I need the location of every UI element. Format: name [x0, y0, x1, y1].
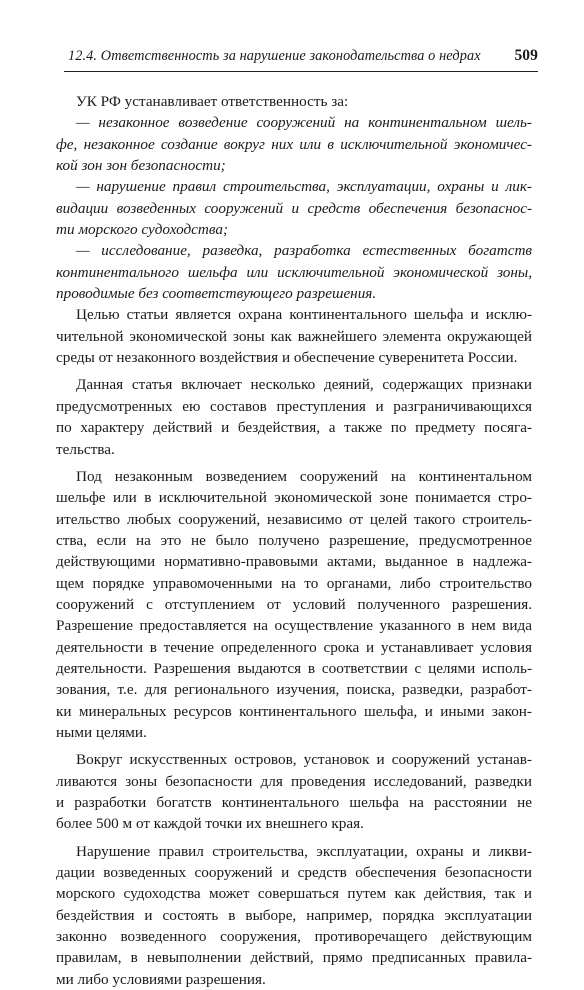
paragraph-line: сооружений с отступлением от условий полученного разрешения. — [56, 595, 532, 613]
paragraph-line: и разработки богатств континентального шельфа на расстоянии не — [56, 794, 532, 811]
paragraph-line: — нарушение правил строительства, эксплуатации, охраны и лик- — [76, 178, 532, 196]
paragraph-line: — исследование, разведка, разработка естественных богатств — [76, 242, 532, 260]
paragraph-line: деятельности в течение определенного срока и устанавливает условия — [56, 638, 532, 656]
paragraph-line: кой зон зон безопасности; — [56, 157, 226, 175]
paragraph-line: действующими нормативно-правовыми актами, выданное в надлежа- — [56, 553, 532, 571]
paragraph-line: дации возведенных сооружений и средств обеспечения безопасности — [56, 864, 532, 882]
paragraph-line: Под незаконным возведением сооружений на континентальном — [76, 467, 532, 485]
paragraph-line: Вокруг искусственных островов, установок и сооружений устанав- — [76, 751, 532, 769]
paragraph-line: бездействия и состоять в выборе, например, порядка эксплуатации — [56, 906, 532, 924]
paragraph-line: — незаконное возведение сооружений на континентальном шель- — [76, 114, 532, 132]
paragraph-line: Разрешение предоставляется на осуществление указанного в нем вида — [56, 617, 532, 635]
paragraph-line: континентального шельфа или исключительной экономической зоны, — [56, 263, 532, 281]
paragraph-line: зования, т.е. для регионального изучения, поиска, разведки, разработ- — [56, 681, 532, 699]
paragraph-line: Нарушение правил строительства, эксплуатации, охраны и ликви- — [76, 842, 532, 860]
paragraph-line: ки минеральных ресурсов континентального шельфа, и иными закон- — [56, 702, 532, 720]
running-header — [68, 48, 538, 70]
paragraph-line: Целью статьи является охрана континентального шельфа и исклю- — [76, 306, 532, 324]
page-number: 509 — [514, 47, 538, 64]
section-title: 12.4. Ответственность за нарушение законодательства о недрах — [68, 48, 481, 64]
paragraph-line: ти морского судоходства; — [56, 221, 229, 239]
paragraph-line: правилам, в невыполнении действий, прямо предписанных правила- — [56, 949, 532, 967]
paragraph-line: щем порядке управомоченными на то органами, либо строительство — [56, 574, 532, 592]
body-text — [56, 91, 532, 990]
paragraph-line: чительной экономической зоны как важнейшего элемента окружающей — [56, 327, 532, 345]
paragraph-line: законно возведенного сооружения, противоречащего действующим — [56, 928, 532, 946]
paragraph-line: фе, незаконное создание вокруг них или в исключительной экономичес- — [56, 135, 532, 153]
paragraph-line: морского судоходства может совершаться путем как действия, так и — [56, 885, 532, 903]
paragraph-line: по характеру действий и бездействия, а также по предмету посяга- — [56, 419, 532, 437]
paragraph-line: проводимые без соответствующего разрешения. — [56, 285, 377, 303]
paragraph-line: видации возведенных сооружений и средств обеспечения безопаснос- — [56, 199, 532, 217]
paragraph-line: Данная статья включает несколько деяний, содержащих признаки — [76, 376, 532, 394]
paragraph-line: шельфе или в исключительной экономической зоне понимается стро- — [56, 489, 532, 507]
paragraph-line: ливаются зоны безопасности для проведения исследований, разведки — [56, 772, 532, 790]
paragraph-line: тельства. — [56, 440, 115, 458]
paragraph-line: ми либо условиями разрешения. — [56, 970, 266, 988]
paragraph-line: ительство любых сооружений, независимо от целей такого строитель- — [56, 510, 532, 528]
paragraph-line: более 500 м от каждой точки их внешнего края. — [56, 815, 364, 833]
paragraph-line: ными целями. — [56, 723, 147, 741]
paragraph-line: УК РФ устанавливает ответственность за: — [76, 93, 349, 110]
paragraph-line: деятельности. Разрешения выдаются в соответствии с целями исполь- — [56, 659, 532, 677]
paragraph-line: ства, если на это не было получено разрешение, предусмотренное — [56, 531, 532, 549]
header-rule — [64, 71, 538, 72]
paragraph-line: предусмотренных ею составов преступления и разграничивающихся — [56, 397, 532, 415]
paragraph-line: среды от незаконного воздействия и обеспечение суверенитета России. — [56, 349, 518, 367]
